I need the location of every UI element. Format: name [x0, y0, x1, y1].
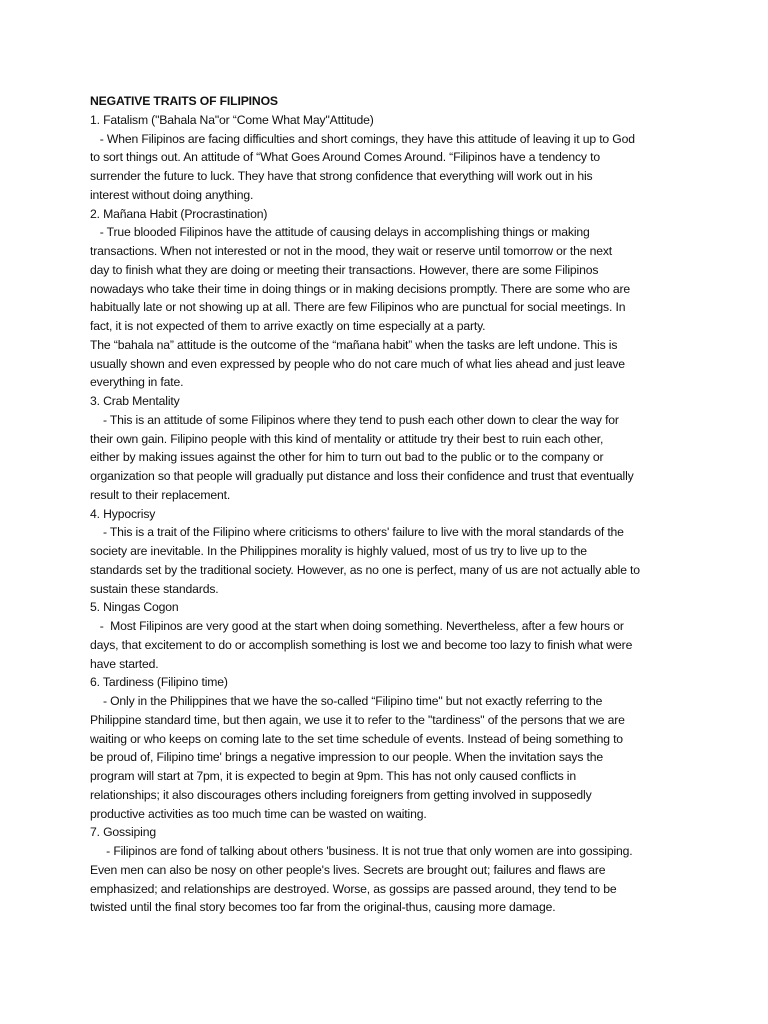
text-line: their own gain. Filipino people with this kind of mentality or attitude try their best to ruin each other, [90, 431, 604, 446]
text-line: - Most Filipinos are very good at the start when doing something. Nevertheless, after a few hours or [90, 619, 624, 633]
text-line: 4. Hypocrisy [90, 506, 156, 521]
text-line: 7. Gossiping [90, 825, 156, 840]
text-line: usually shown and even expressed by people who do not care much of what lies ahead and just leave [90, 356, 625, 371]
text-line: everything in fate. [90, 375, 184, 390]
text-line: 2. Mañana Habit (Procrastination) [90, 206, 268, 221]
text-line: - This is a trait of the Filipino where criticisms to others' failure to live with the moral standards of the [90, 525, 624, 540]
text-line: society are inevitable. In the Philippines morality is highly valued, most of us try to live up to the [90, 544, 587, 558]
text-line: interest without doing anything. [90, 187, 254, 202]
document-title: NEGATIVE TRAITS OF FILIPINOS [90, 94, 278, 108]
text-line: emphasized; and relationships are destroyed. Worse, as gossips are passed around, they tend to be [90, 881, 617, 896]
text-line: organization so that people will gradually put distance and loss their confidence and trust that eventually [90, 469, 634, 483]
text-line: days, that excitement to do or accomplish something is lost we and become too lazy to finish what were [90, 637, 633, 652]
text-line: transactions. When not interested or not in the mood, they wait or reserve until tomorrow or the next [90, 244, 613, 258]
text-line: be proud of, Filipino time' brings a negative impression to our people. When the invitation says the [90, 750, 604, 765]
text-line: 1. Fatalism ("Bahala Na"or “Come What May"Attitude) [90, 112, 374, 127]
document-page [90, 92, 680, 917]
text-line: 3. Crab Mentality [90, 394, 180, 408]
text-line: - This is an attitude of some Filipinos where they tend to push each other down to clear the way for [90, 412, 619, 427]
text-line: Philippine standard time, but then again, we use it to refer to the "tardiness" of the persons that we are [90, 712, 625, 727]
text-line: The “bahala na” attitude is the outcome of the “mañana habit” when the tasks are left undone. This is [90, 337, 618, 352]
text-line: fact, it is not expected of them to arrive exactly on time especially at a party. [90, 319, 486, 333]
text-line: standards set by the traditional society. However, as no one is perfect, many of us are not actually able to [90, 562, 640, 577]
text-line: surrender the future to luck. They have that strong confidence that everything will work out in his [90, 169, 593, 183]
text-line: Even men can also be nosy on other people's lives. Secrets are brought out; failures and flaws are [90, 862, 606, 877]
text-line: - When Filipinos are facing difficulties and short comings, they have this attitude of leaving it up to God [90, 131, 635, 146]
text-line: waiting or who keeps on coming late to the set time schedule of events. Instead of being something to [90, 731, 623, 746]
text-line: nowadays who take their time in doing things or in making decisions promptly. There are some who are [90, 281, 631, 296]
text-line: - True blooded Filipinos have the attitude of causing delays in accomplishing things or making [90, 225, 590, 240]
text-line: program will start at 7pm, it is expected to begin at 9pm. This has not only caused conflicts in [90, 769, 576, 783]
text-line: to sort things out. An attitude of “What Goes Around Comes Around. “Filipinos have a tendency to [90, 150, 600, 165]
text-line: either by making issues against the other for him to turn out bad to the public or to the company or [90, 450, 604, 465]
text-line: result to their replacement. [90, 487, 231, 502]
document-body [90, 111, 680, 917]
text-line: 5. Ningas Cogon [90, 600, 179, 615]
text-line: relationships; it also discourages others including foreigners from getting involved in supposedly [90, 787, 592, 802]
text-line: 6. Tardiness (Filipino time) [90, 675, 228, 690]
text-line: habitually late or not showing up at all. There are few Filipinos who are punctual for social meetings. In [90, 300, 626, 315]
text-line: day to finish what they are doing or meeting their transactions. However, there are some Filipinos [90, 262, 599, 277]
text-line: - Only in the Philippines that we have the so-called “Filipino time" but not exactly referring to the [90, 694, 603, 708]
text-line: have started. [90, 656, 159, 671]
text-line: sustain these standards. [90, 581, 219, 596]
text-line: - Filipinos are fond of talking about others 'business. It is not true that only women are into gossiping. [90, 844, 633, 858]
text-line: twisted until the final story becomes too far from the original-thus, causing more damage. [90, 900, 556, 915]
text-line: productive activities as too much time can be wasted on waiting. [90, 806, 427, 821]
